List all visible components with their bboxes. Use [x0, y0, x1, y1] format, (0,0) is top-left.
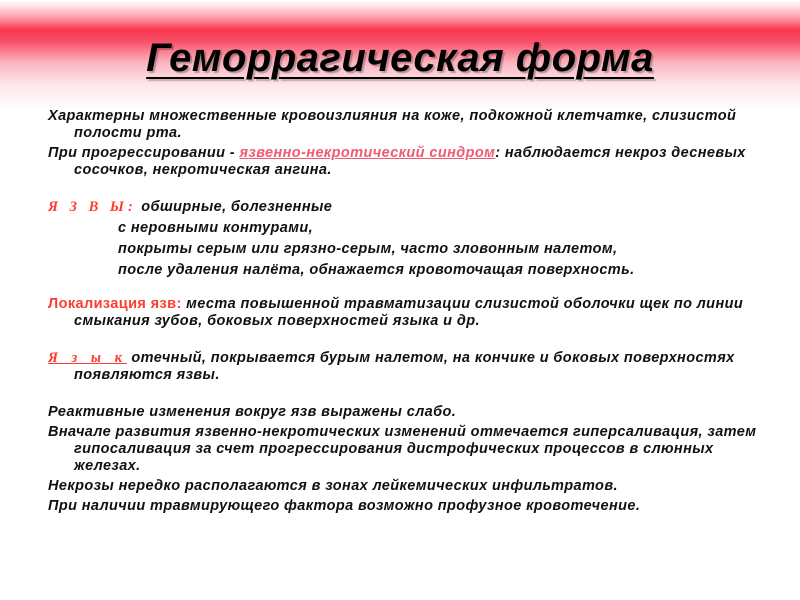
localization-text: места повышенной травматизации слизистой оболочки щек по линии смыкания зубов, боковых поверхностей языка и др. [74, 296, 744, 329]
progression-text-after: : наблюдается некроз десневых сосочков, некротическая ангина. [74, 145, 746, 178]
spacer [48, 387, 760, 404]
paragraph-hemorrhages: Характерны множественные кровоизлияния на коже, подкожной клетчатке, слизистой полости рта. [48, 108, 737, 141]
slide-body [48, 108, 760, 518]
ulcers-line-2: покрыты серым или грязно-серым, часто зловонным налетом, [118, 241, 618, 257]
spacer [48, 182, 760, 199]
localization-label: Локализация язв: [48, 296, 182, 312]
spacer [48, 279, 760, 296]
tongue-text: отечный, покрывается бурым налетом, на кончике и боковых поверхностях появляются язвы. [74, 350, 735, 383]
paragraph-initial: Вначале развития язвенно-некротических изменений отмечается гиперсаливация, затем гипосаливация за счет прогрессирования дистрофических процессов в слюнных железах. [48, 424, 757, 474]
ulcers-label: Я З В Ы: [48, 199, 137, 215]
slide-title: Геморрагическая форма [146, 36, 654, 80]
paragraph-necrosis: Некрозы нередко располагаются в зонах лейкемических инфильтратов. [48, 478, 618, 494]
progression-text-before: При прогрессировании - [48, 145, 240, 161]
syndrome-link[interactable]: язвенно-некротический синдром [239, 145, 496, 161]
paragraph-ulcers [48, 199, 760, 216]
paragraph-progression [48, 145, 760, 179]
paragraph-trauma: При наличии травмирующего фактора возможно профузное кровотечение. [48, 498, 641, 514]
ulcers-line-3: после удаления налёта, обнажается кровоточащая поверхность. [118, 262, 635, 278]
tongue-label: Я з ы к [48, 350, 127, 366]
paragraph-tongue [48, 350, 760, 384]
ulcers-text: обширные, болезненные [136, 199, 333, 215]
spacer [48, 333, 760, 350]
paragraph-localization [48, 296, 760, 330]
paragraph-reactive: Реактивные изменения вокруг язв выражены слабо. [48, 404, 457, 420]
ulcers-line-1: с неровными контурами, [118, 220, 314, 236]
